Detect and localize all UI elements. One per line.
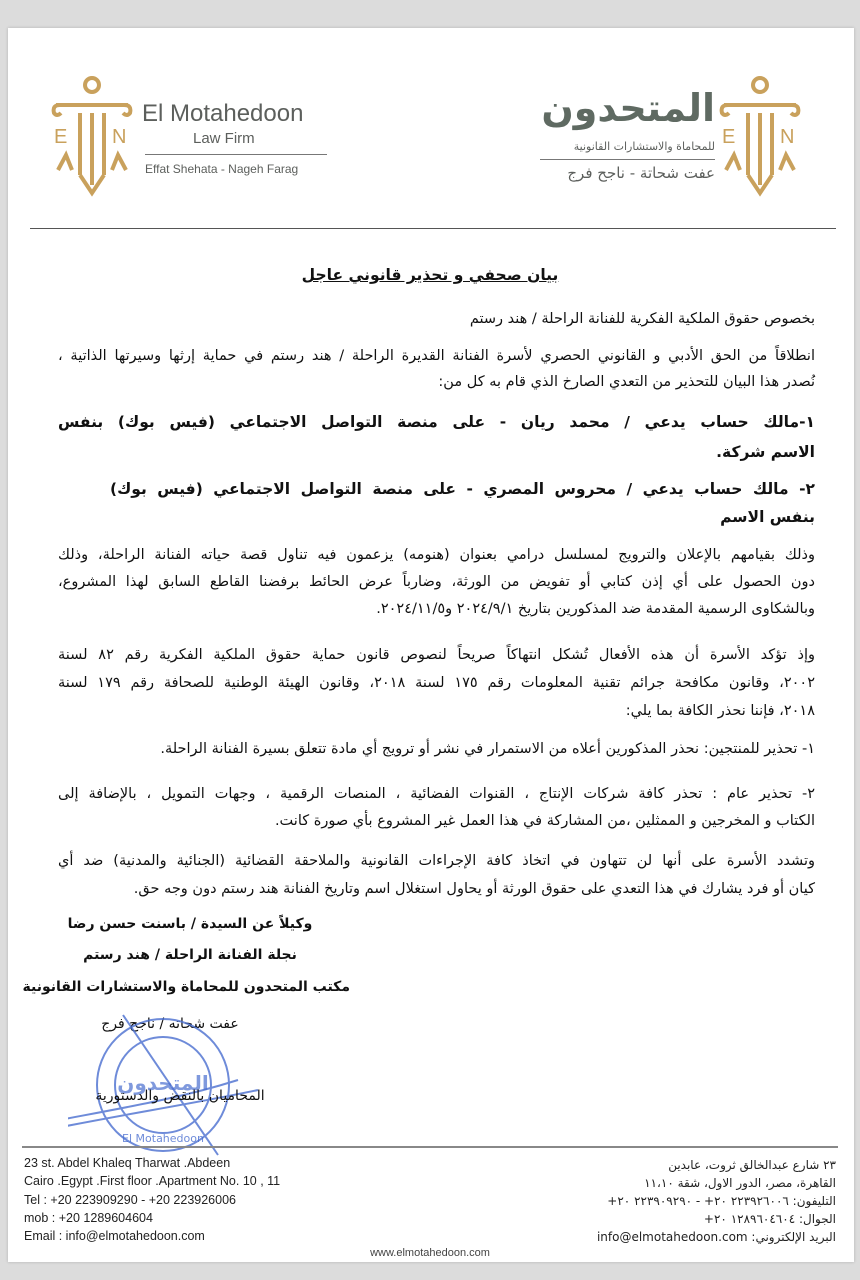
firm-name-english: El Motahedoon <box>142 100 304 127</box>
divider <box>540 159 715 160</box>
firm-logo-pillar-icon <box>50 75 134 200</box>
signature-title: المحاميان بالنقض والدستورية <box>95 1088 265 1104</box>
warning-2: ٢- تحذير عام : تحذر كافة شركات الإنتاج ، القنوات الفضائية ، المنصات الرقمية ، وجهات التمويل ، بالإضافة إلى <box>58 786 815 802</box>
footer-address-ar: القاهرة، مصر، الدور الاول، شقة ١١،١٠ <box>644 1176 836 1190</box>
partners-arabic: عفت شحاتة - ناجح فرج <box>567 164 715 182</box>
violator-item-2: بنفس الاسم <box>720 508 815 526</box>
warning-2: الكتاب و المخرجين و الممثلين ،من المشاركة في هذا العمل غير المشروع بأي صورة كانت. <box>274 813 815 829</box>
firm-subtitle-arabic: للمحاماة والاستشارات القانونية <box>573 140 715 153</box>
paragraph-line: وذلك بقيامهم بالإعلان والترويج لمسلسل درامي بعنوان (هنومه) يزعمون فيه تناول قصة حياته الفنانة الراحلة، وذلك <box>58 547 815 563</box>
footer-mobile-en: mob : +20 1289604604 <box>24 1211 153 1225</box>
firm-subtitle-english: Law Firm <box>193 130 255 147</box>
subject-line: بخصوص حقوق الملكية الفكرية للفنانة الراحلة / هند رستم <box>469 311 815 327</box>
svg-text:E: E <box>722 126 736 148</box>
footer-email-ar: البريد الإلكتروني: info@elmotahedoon.com <box>596 1230 836 1244</box>
signature-line: مكتب المتحدون للمحاماة والاستشارات القانونية <box>22 979 350 995</box>
footer-divider <box>22 1146 838 1148</box>
violator-item-1: الاسم شركة. <box>716 443 815 461</box>
header-divider <box>30 228 836 229</box>
signature-line: وكيلاً عن السيدة / باسنت حسن رضا <box>67 916 313 932</box>
intro-line: انطلاقاً من الحق الأدبي و القانوني الحصري لأسرة الفنانة القديرة الراحلة / هند رستم في حماية إرثها وسيرتها الذاتية ، <box>58 348 815 364</box>
paragraph-line: دون الحصول على أي إذن كتابي أو تفويض من الورثة، وضارباً عرض الحائط برفضنا القاطع السابق لهذا المشروع، <box>58 574 815 590</box>
footer-email-en: Email : info@elmotahedoon.com <box>24 1229 205 1243</box>
violator-item-1: ١-مالك حساب يدعي / محمد ريان - على منصة التواصل الاجتماعي (فيس بوك) بنفس <box>58 413 815 431</box>
partners-english: Effat Shehata - Nageh Farag <box>145 162 299 176</box>
warning-1: ١- تحذير للمنتجين: نحذر المذكورين أعلاه من الاستمرار في نشر أو ترويج أي مادة تتعلق بسيرة الفنانة الراحلة. <box>160 741 815 757</box>
paragraph-line: ٢٠٠٢، وقانون مكافحة جرائم تقنية المعلومات رقم ١٧٥ لسنة ٢٠١٨، وقانون الهيئة الوطنية للصحافة رقم ١٧٩ لسنة <box>58 675 815 691</box>
paragraph-line: وتشدد الأسرة على أنها لن تتهاون في اتخاذ كافة الإجراءات القانونية والملاحقة القضائية (الجنائية والمدنية) ضد أي <box>58 853 815 869</box>
svg-text:N: N <box>780 126 795 148</box>
paragraph-line: كيان أو فرد يشارك في هذا التعدي على حقوق الورثة أو يحاول استغلال اسم وتاريخ الفنانة هند رستم دون وجه حق. <box>133 881 815 897</box>
paragraph-line: ٢٠١٨، فإننا نحذر الكافة بما يلي: <box>625 703 815 719</box>
intro-line: نُصدر هذا البيان للتحذير من التعدي الصارخ الذي قام به كل من: <box>438 374 815 390</box>
svg-text:N: N <box>112 126 127 148</box>
signature-line: نجلة الفنانة الراحلة / هند رستم <box>83 947 297 963</box>
svg-text:E: E <box>54 126 68 148</box>
svg-text:المتحدون: المتحدون <box>117 1071 209 1095</box>
footer-address-ar: ٢٣ شارع عبدالخالق ثروت، عابدين <box>668 1158 836 1172</box>
footer-phone-en: Tel : +20 223909290 - +20 223926006 <box>24 1193 236 1207</box>
document-title: بيان صحفي و تحذير قانوني عاجل <box>301 266 559 284</box>
footer-phone-ar: التليفون: ٢٢٣٩٢٦٠٠٦ ٢٠+ - ٢٢٣٩٠٩٢٩٠ ٢٠+ <box>607 1194 836 1208</box>
firm-logo-pillar-icon <box>718 75 802 200</box>
firm-name-arabic: المتحدون <box>541 86 715 130</box>
office-stamp <box>68 1010 268 1160</box>
footer-address-en: 23 st. Abdel Khaleq Tharwat .Abdeen <box>24 1156 231 1170</box>
footer-address-en: Cairo .Egypt .First floor .Apartment No. 10 , 11 <box>24 1174 281 1188</box>
divider <box>145 154 327 155</box>
footer-mobile-ar: الجوال: ١٢٨٩٦٠٤٦٠٤ ٢٠+ <box>703 1212 836 1226</box>
signature-names: عفت شحاته / ناجح فرج <box>101 1016 239 1032</box>
footer-website: www.elmotahedoon.com <box>370 1247 490 1259</box>
stamp-text: El Motahedoon <box>122 1132 204 1145</box>
paragraph-line: وبالشكاوى الرسمية المقدمة ضد المذكورين بتاريخ ٢٠٢٤/٩/١ و٢٠٢٤/١١/٥. <box>376 601 815 617</box>
violator-item-2: ٢- مالك حساب يدعي / محروس المصري - على منصة التواصل الاجتماعي (فيس بوك) <box>110 480 815 498</box>
paragraph-line: وإذ تؤكد الأسرة أن هذه الأفعال تُشكل انتهاكاً صريحاً لنصوص قانون حماية حقوق الملكية الفكرية رقم ٨٢ لسنة <box>58 647 815 663</box>
